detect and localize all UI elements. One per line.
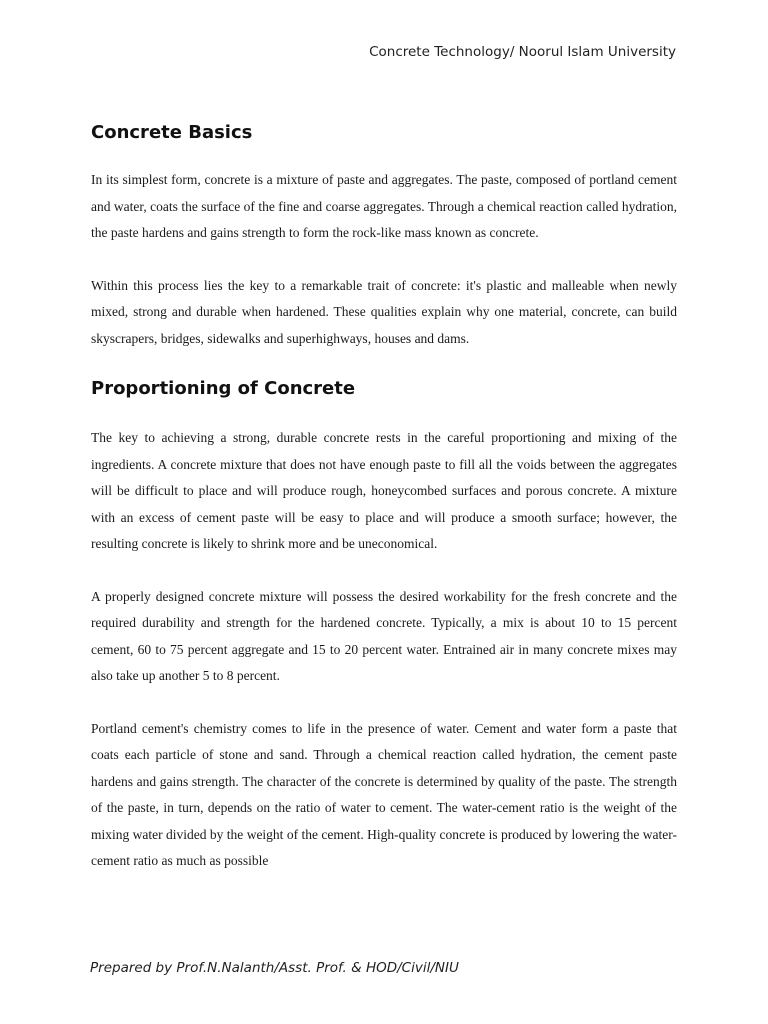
section-heading-proportioning: Proportioning of Concrete [91,378,356,399]
paragraph: Portland cement's chemistry comes to life in the presence of water. Cement and water form a paste that coats each particle of stone and sand. Through a chemical reaction called hydration, the cement paste hardens and gains strength. The character of the concrete is determined by quality of the paste. The strength of the paste, in turn, depends on the ratio of water to cement. The water-cement ratio is the weight of the mixing water divided by the weight of the cement. High-quality concrete is produced by lowering the water-cement ratio as much as possible [91,720,677,868]
paragraph: In its simplest form, concrete is a mixture of paste and aggregates. The paste, composed of portland cement and water, coats the surface of the fine and coarse aggregates. Through a chemical reaction called hydration, the paste hardens and gains strength to form the rock-like mass known as concrete. [91,172,677,240]
page-footer: Prepared by Prof.N.Nalanth/Asst. Prof. & HOD/Civil/NIU [90,960,459,976]
section-heading-concrete-basics: Concrete Basics [91,122,253,143]
paragraph: The key to achieving a strong, durable concrete rests in the careful proportioning and mixing of the ingredients. A concrete mixture that does not have enough paste to fill all the voids between the aggregates will be difficult to place and will produce rough, honeycombed surfaces and porous concrete. A mixture with an excess of cement paste will be easy to place and will produce a smooth surface; however, the resulting concrete is likely to shrink more and be uneconomical. [91,430,677,551]
document-body [91,118,677,898]
page-header: Concrete Technology/ Noorul Islam University [369,44,676,60]
paragraph: Within this process lies the key to a remarkable trait of concrete: it's plastic and malleable when newly mixed, strong and durable when hardened. These qualities explain why one material, concrete, can build skyscrapers, bridges, sidewalks and superhighways, houses and dams. [91,277,677,346]
paragraph: A properly designed concrete mixture will possess the desired workability for the fresh concrete and the required durability and strength for the hardened concrete. Typically, a mix is about 10 to 15 percent cement, 60 to 75 percent aggregate and 15 to 20 percent water. Entrained air in many concrete mixes may also take up another 5 to 8 percent. [91,588,677,683]
